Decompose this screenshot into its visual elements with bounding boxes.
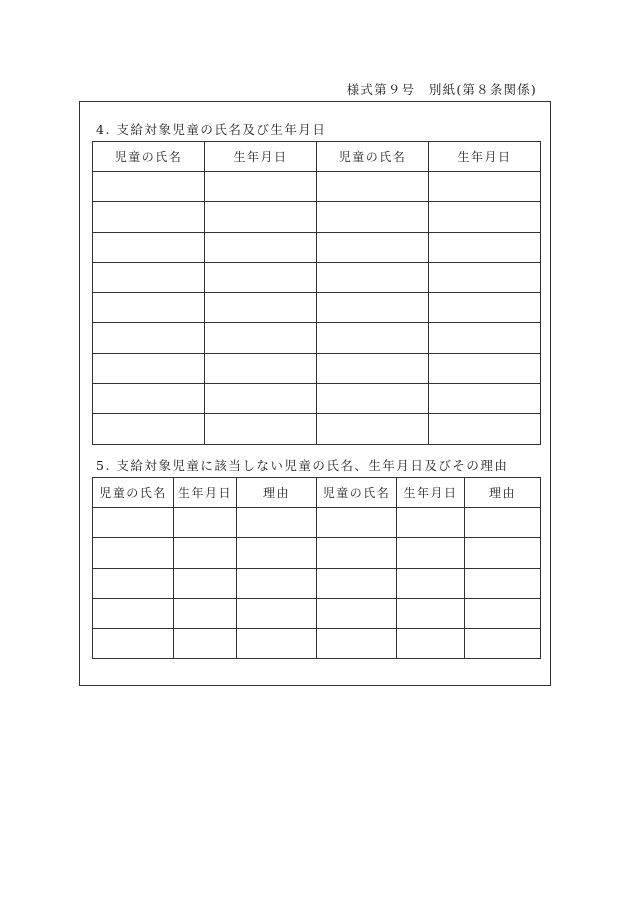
birthdate-cell[interactable] bbox=[429, 414, 541, 444]
table-row bbox=[93, 508, 541, 538]
birthdate-cell[interactable] bbox=[174, 629, 237, 659]
table-row bbox=[93, 232, 541, 262]
column-header-child-name: 児童の氏名 bbox=[317, 142, 429, 172]
birthdate-cell[interactable] bbox=[429, 353, 541, 383]
child-name-cell[interactable] bbox=[317, 202, 429, 232]
reason-cell[interactable] bbox=[237, 629, 317, 659]
birthdate-cell[interactable] bbox=[205, 262, 317, 292]
birthdate-cell[interactable] bbox=[429, 262, 541, 292]
table-row bbox=[93, 629, 541, 659]
child-name-cell[interactable] bbox=[317, 353, 429, 383]
child-name-cell[interactable] bbox=[317, 414, 429, 444]
birthdate-cell[interactable] bbox=[205, 293, 317, 323]
birthdate-cell[interactable] bbox=[429, 293, 541, 323]
column-header-birthdate: 生年月日 bbox=[205, 142, 317, 172]
child-name-cell[interactable] bbox=[93, 262, 205, 292]
birthdate-cell[interactable] bbox=[397, 598, 465, 628]
birthdate-cell[interactable] bbox=[174, 538, 237, 568]
reason-cell[interactable] bbox=[465, 568, 541, 598]
column-header-child-name: 児童の氏名 bbox=[317, 478, 397, 508]
table-header-row bbox=[93, 142, 541, 172]
reason-cell[interactable] bbox=[237, 508, 317, 538]
birthdate-cell[interactable] bbox=[397, 629, 465, 659]
child-name-cell[interactable] bbox=[93, 353, 205, 383]
birthdate-cell[interactable] bbox=[205, 353, 317, 383]
birthdate-cell[interactable] bbox=[397, 538, 465, 568]
column-header-reason: 理由 bbox=[465, 478, 541, 508]
column-header-birthdate: 生年月日 bbox=[397, 478, 465, 508]
reason-cell[interactable] bbox=[465, 508, 541, 538]
child-name-cell[interactable] bbox=[317, 172, 429, 202]
child-name-cell[interactable] bbox=[93, 293, 205, 323]
child-name-cell[interactable] bbox=[93, 384, 205, 414]
section-4-title: 4. 支給対象児童の氏名及び生年月日 bbox=[96, 122, 327, 137]
reason-cell[interactable] bbox=[465, 598, 541, 628]
child-name-cell[interactable] bbox=[317, 293, 429, 323]
birthdate-cell[interactable] bbox=[174, 598, 237, 628]
table-row bbox=[93, 384, 541, 414]
birthdate-cell[interactable] bbox=[205, 384, 317, 414]
reason-cell[interactable] bbox=[237, 598, 317, 628]
children-name-birthdate-table bbox=[92, 141, 541, 445]
table-row bbox=[93, 323, 541, 353]
form-number-label: 様式第９号 別紙(第８条関係) bbox=[346, 82, 537, 97]
child-name-cell[interactable] bbox=[317, 323, 429, 353]
child-name-cell[interactable] bbox=[317, 538, 397, 568]
child-name-cell[interactable] bbox=[317, 629, 397, 659]
reason-cell[interactable] bbox=[465, 538, 541, 568]
birthdate-cell[interactable] bbox=[205, 414, 317, 444]
child-name-cell[interactable] bbox=[93, 538, 174, 568]
birthdate-cell[interactable] bbox=[174, 508, 237, 538]
table-row bbox=[93, 538, 541, 568]
birthdate-cell[interactable] bbox=[397, 508, 465, 538]
birthdate-cell[interactable] bbox=[397, 568, 465, 598]
child-name-cell[interactable] bbox=[317, 508, 397, 538]
child-name-cell[interactable] bbox=[93, 172, 205, 202]
child-name-cell[interactable] bbox=[317, 384, 429, 414]
birthdate-cell[interactable] bbox=[429, 323, 541, 353]
child-name-cell[interactable] bbox=[93, 232, 205, 262]
child-name-cell[interactable] bbox=[317, 598, 397, 628]
child-name-cell[interactable] bbox=[93, 202, 205, 232]
table-row bbox=[93, 598, 541, 628]
birthdate-cell[interactable] bbox=[429, 202, 541, 232]
table-row bbox=[93, 293, 541, 323]
child-name-cell[interactable] bbox=[93, 598, 174, 628]
reason-cell[interactable] bbox=[237, 568, 317, 598]
reason-cell[interactable] bbox=[465, 629, 541, 659]
table-row bbox=[93, 414, 541, 444]
birthdate-cell[interactable] bbox=[205, 232, 317, 262]
birthdate-cell[interactable] bbox=[174, 568, 237, 598]
birthdate-cell[interactable] bbox=[205, 172, 317, 202]
birthdate-cell[interactable] bbox=[429, 384, 541, 414]
birthdate-cell[interactable] bbox=[429, 172, 541, 202]
column-header-child-name: 児童の氏名 bbox=[93, 142, 205, 172]
table-row bbox=[93, 202, 541, 232]
child-name-cell[interactable] bbox=[93, 414, 205, 444]
child-name-cell[interactable] bbox=[317, 568, 397, 598]
table-header-row bbox=[93, 478, 541, 508]
child-name-cell[interactable] bbox=[317, 262, 429, 292]
column-header-birthdate: 生年月日 bbox=[174, 478, 237, 508]
section-5-title: 5. 支給対象児童に該当しない児童の氏名、生年月日及びその理由 bbox=[96, 458, 509, 473]
child-name-cell[interactable] bbox=[317, 232, 429, 262]
table-row bbox=[93, 353, 541, 383]
non-eligible-children-table bbox=[92, 477, 541, 659]
column-header-reason: 理由 bbox=[237, 478, 317, 508]
table-row bbox=[93, 568, 541, 598]
child-name-cell[interactable] bbox=[93, 508, 174, 538]
child-name-cell[interactable] bbox=[93, 323, 205, 353]
table-row bbox=[93, 262, 541, 292]
child-name-cell[interactable] bbox=[93, 629, 174, 659]
child-name-cell[interactable] bbox=[93, 568, 174, 598]
column-header-birthdate: 生年月日 bbox=[429, 142, 541, 172]
column-header-child-name: 児童の氏名 bbox=[93, 478, 174, 508]
reason-cell[interactable] bbox=[237, 538, 317, 568]
table-row bbox=[93, 172, 541, 202]
birthdate-cell[interactable] bbox=[205, 323, 317, 353]
birthdate-cell[interactable] bbox=[429, 232, 541, 262]
birthdate-cell[interactable] bbox=[205, 202, 317, 232]
